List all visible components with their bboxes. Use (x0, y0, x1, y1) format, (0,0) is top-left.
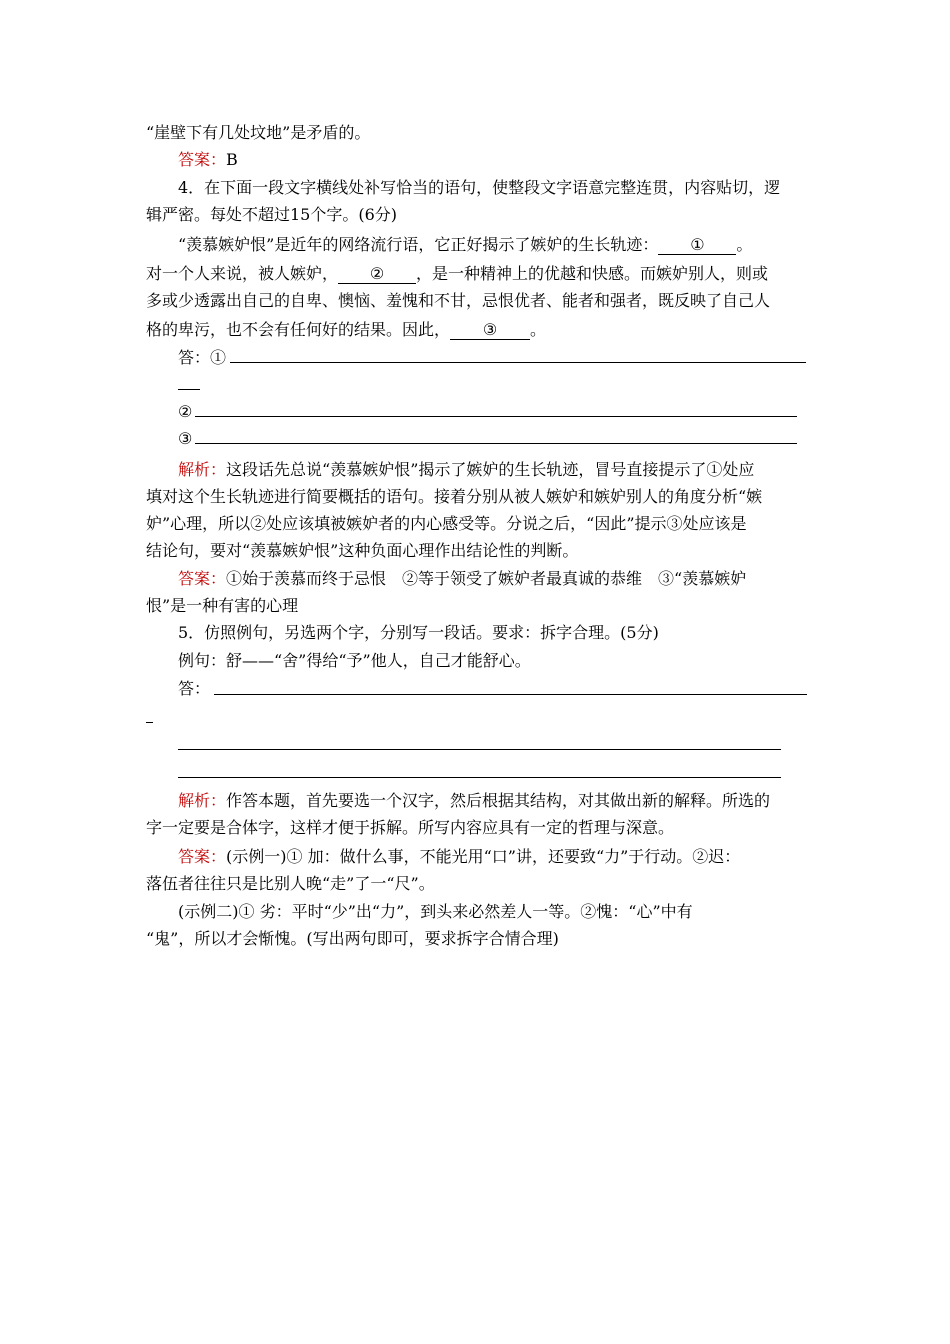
q5-prompt: 5．仿照例句，另选两个字，分别写一段话。要求：拆字合理。(5分) (178, 623, 659, 642)
q4-prompt-line2: 辑严密。每处不超过15个字。(6分) (146, 205, 398, 224)
q4-prompt-line1: 4．在下面一段文字横线处补写恰当的语句，使整段文字语意完整连贯，内容贴切，逻 (178, 178, 781, 197)
q5-answer-line1 (178, 846, 740, 868)
q4-analysis-line1 (178, 459, 754, 481)
q5-answer-line4: “鬼”，所以才会惭愧。(写出两句即可，要求拆字合情合理) (146, 929, 559, 948)
q4-passage-punct: 。 (736, 235, 753, 254)
answer-label: 答案： (178, 150, 227, 169)
q4-answer-line2: 恨”是一种有害的心理 (146, 596, 299, 615)
q5-answer-line-1-wrap (146, 722, 153, 723)
q4-answer-line-2-label: ② (178, 402, 193, 421)
analysis-label: 解析： (178, 460, 227, 479)
q4-analysis-line4: 结论句，要对“羡慕嫉妒恨”这种负面心理作出结论性的判断。 (146, 541, 579, 560)
q4-answer-line-3-label: ③ (178, 429, 193, 448)
q4-answer-line-3[interactable] (195, 443, 797, 444)
answer-text: (示例一)① 加：做什么事，不能光用“口”讲，还要致“力”于行动。②迟： (226, 847, 741, 866)
q4-analysis-line3: 妒”心理，所以②处应该填被嫉妒者的内心感受等。分说之后，“因此”提示③处应该是 (146, 514, 747, 533)
q4-answer-line-1[interactable] (230, 362, 806, 363)
q4-passage-line2 (146, 263, 768, 285)
analysis-text: 这段话先总说“羡慕嫉妒恨”揭示了嫉妒的生长轨迹，冒号直接提示了①处应 (226, 460, 755, 479)
q5-answer-line-3[interactable] (178, 777, 781, 778)
q4-passage-punct: 。 (530, 320, 547, 339)
q4-blank-2: ② (338, 265, 416, 284)
q5-answer-label: 答： (178, 679, 211, 698)
q5-example: 例句：舒——“舍”得给“予”他人，自己才能舒心。 (178, 651, 531, 670)
q4-passage-text: “羡慕嫉妒恨”是近年的网络流行语，它正好揭示了嫉妒的生长轨迹： (178, 235, 659, 254)
q4-passage-text: 对一个人来说，被人嫉妒， (146, 264, 339, 283)
q4-analysis-line2: 填对这个生长轨迹进行简要概括的语句。接着分别从被人嫉妒和嫉妒别人的角度分析“嫉 (146, 487, 763, 506)
q4-passage-text: ，是一种精神上的优越和快感。而嫉妒别人，则或 (416, 264, 769, 283)
q4-blank-3: ③ (450, 321, 530, 340)
q5-analysis-line1 (178, 790, 770, 812)
q4-passage-line4 (146, 319, 546, 341)
q5-analysis-line2: 字一定要是合体字，这样才便于拆解。所写内容应具有一定的哲理与深意。 (146, 818, 675, 837)
answer-text: ①始于羡慕而终于忌恨 ②等于领受了嫉妒者最真诚的恭维 ③“羡慕嫉妒 (226, 569, 747, 588)
q4-passage-text: 格的卑污，也不会有任何好的结果。因此， (146, 320, 451, 339)
q4-answer-line-1-label: 答：① (178, 348, 227, 367)
analysis-text: 作答本题，首先要选一个汉字，然后根据其结构，对其做出新的解释。所选的 (226, 791, 771, 810)
q5-answer-line-2[interactable] (178, 749, 781, 750)
q5-answer-line2: 落伍者往往只是比别人晚“走”了一“尺”。 (146, 874, 435, 893)
prev-question-tail: “崖壁下有几处坟地”是矛盾的。 (146, 123, 371, 142)
q4-blank-1: ① (658, 236, 736, 255)
answer-label: 答案： (178, 569, 227, 588)
q4-passage-line3: 多或少透露出自己的自卑、懊恼、羞愧和不甘，忌恨优者、能者和强者，既反映了自己人 (146, 291, 771, 310)
q5-answer-line3: (示例二)① 劣：平时“少”出“力”，到头来必然差人一等。②愧：“心”中有 (178, 902, 693, 921)
q5-answer-line-1[interactable] (214, 694, 807, 695)
analysis-label: 解析： (178, 791, 227, 810)
answer-label: 答案： (178, 847, 227, 866)
q4-answer-line-1-wrap (178, 389, 200, 390)
q4-passage-line1 (178, 234, 752, 256)
q4-answer-line1 (178, 568, 746, 590)
prev-answer-value: B (226, 150, 238, 169)
prev-answer (178, 149, 238, 171)
q4-answer-line-2[interactable] (195, 416, 797, 417)
